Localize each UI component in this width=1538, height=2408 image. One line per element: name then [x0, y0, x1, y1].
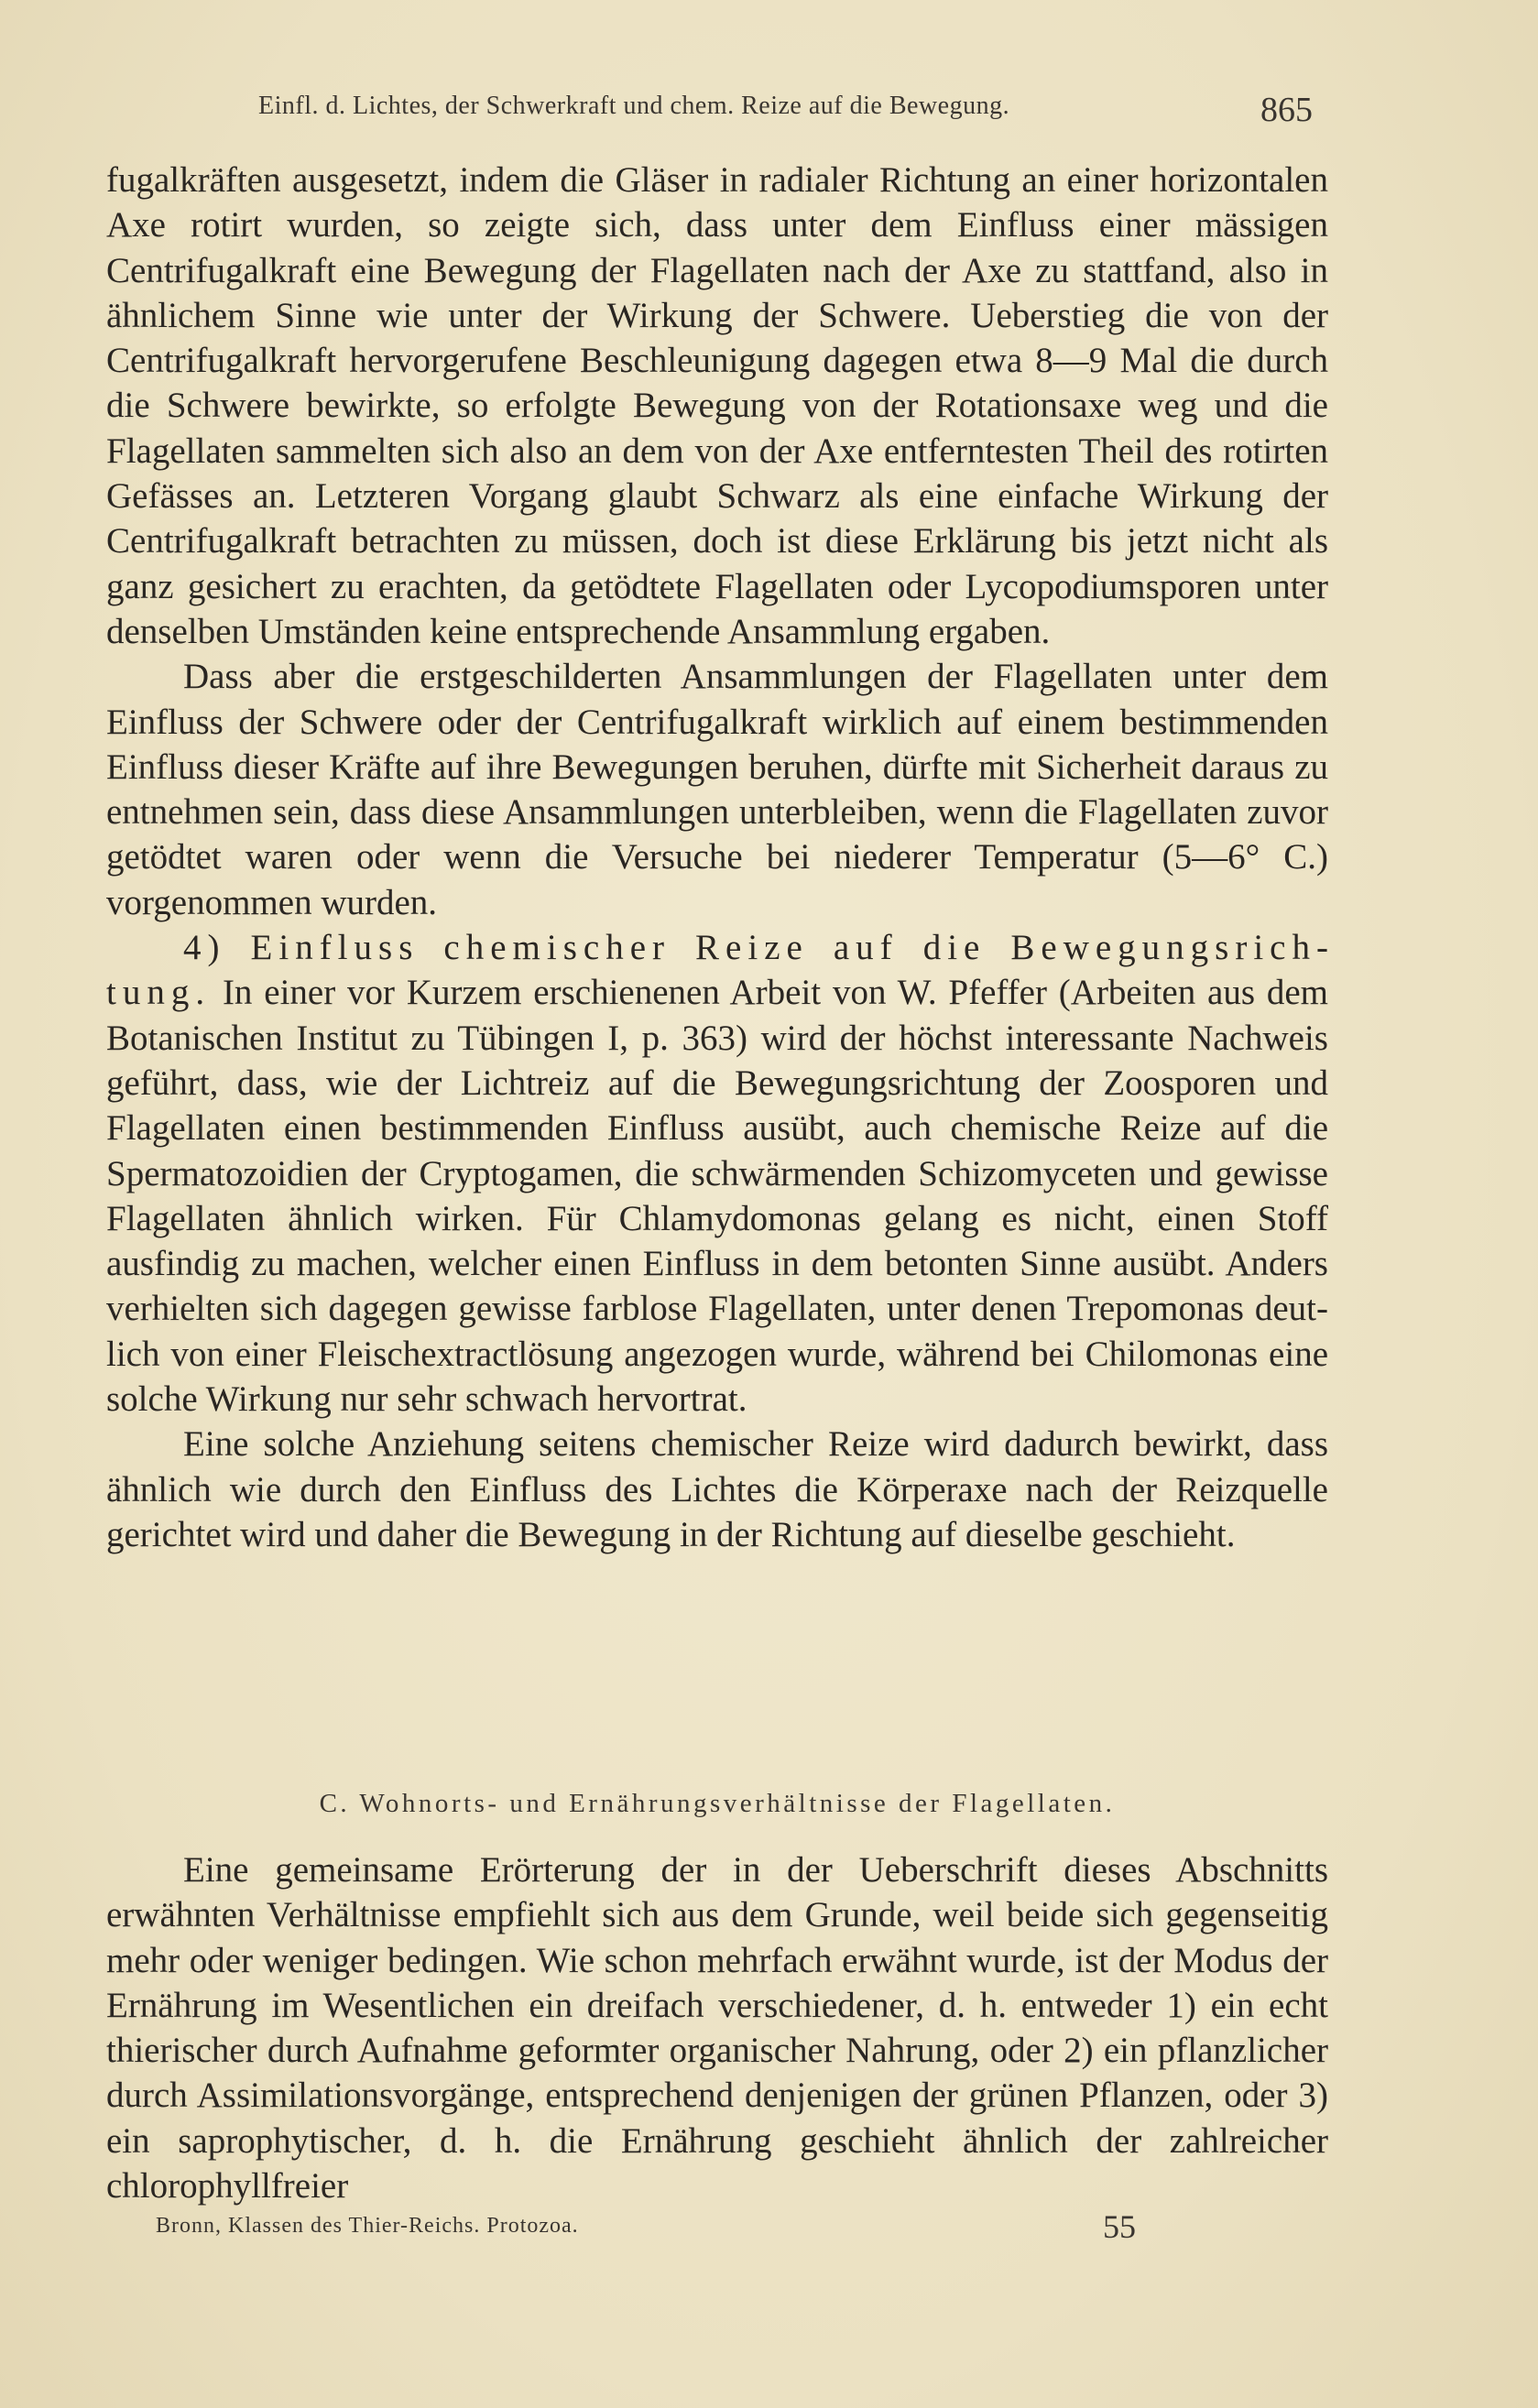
subsection-body: In einer vor Kurzem erschienenen Arbeit von W. Pfeffer (Arbeiten aus dem Botanischen Institut zu Tübingen I, p. 363) wird der höchst interessante Nachweis geführt, dass, wie der Lichtreiz auf die Bewegungsrichtung der Zoosporen und Flagellaten einen bestimmenden Einfluss ausübt, auch chemische Reize auf die Spermatozoidien der Cryptogamen, die schwärmenden Schizomyceten und gewisse Flagellaten ähnlich wirken. Für Chlamydomonas gelang es nicht, einen Stoff ausfindig zu machen, welcher einen Einfluss in dem betonten Sinne ausübt. Anders verhielten sich dagegen gewisse farblose Flagellaten, unter denen Trepomonas deutlich von einer Fleischextractlösung angezogen wurde, während bei Chilomonas eine solche Wirkung nur sehr schwach hervortrat. — [106, 973, 1329, 1420]
subsection-heading: 4) Einfluss chemischer Reize auf die Bewegungsrichtung. — [106, 928, 1328, 1013]
paragraph-continuation: fugalkräften ausgesetzt, indem die Gläser in radialer Richtung an einer horizontalen Axe rotirt wurden, so zeigte sich, dass unter dem Einfluss einer mässigen Centrifugalkraft eine Bewegung der Flagellaten nach der Axe zu stattfand, also in ähnlichem Sinne wie unter der Wirkung der Schwere. Ueberstieg die von der Centrifugalkraft hervorgerufene Beschleunigung dagegen etwa 8—9 Mal die durch die Schwere bewirkte, so erfolgte Bewegung von der Rotationsaxe weg und die Flagellaten sammelten sich also an dem von der Axe entferntesten Theil des rotirten Gefässes an. Letzteren Vorgang glaubt Schwarz als eine einfache Wirkung der Centrifugalkraft betrachten zu müssen, doch ist diese Erklärung bis jetzt nicht als ganz gesichert zu erachten, da getödtete Flagellaten oder Lycopodiumsporen unter denselben Umständen keine entsprechende Ansammlung ergaben. — [106, 160, 1328, 651]
page-number: 865 — [1260, 91, 1313, 129]
paragraph-gravity-evidence: Dass aber die erstgeschilderten Ansammlungen der Flagellaten unter dem Einfluss der Schwere oder der Centrifugalkraft wirklich auf einem bestimmenden Einfluss dieser Kräfte auf ihre Bewegungen beruhen, dürfte mit Sicherheit daraus zu entnehmen sein, dass diese Ansammlungen unterbleiben, wenn die Flagellaten zuvor getödtet waren oder wenn die Versuche bei niederer Temperatur (5—6° C.) vorgenommen wurden. — [106, 657, 1328, 922]
running-head: Einfl. d. Lichtes, der Schwerkraft und chem. Reize auf die Bewegung. — [258, 92, 1010, 120]
paragraph-attraction-mechanism: Eine solche Anziehung seitens chemischer Reize wird dadurch bewirkt, dass ähnlich wie durch den Einfluss des Lichtes die Körperaxe nach der Reizquelle gerichtet wird und daher die Bewegung in der Richtung auf dieselbe geschieht. — [106, 1424, 1328, 1554]
main-text — [106, 158, 1328, 1557]
footer-signature: 55 — [1103, 2208, 1136, 2245]
section-heading: C. Wohnorts- und Ernährungsverhältnisse der Flagellaten. — [319, 1789, 1116, 1818]
paragraph-nutrition: Eine gemeinsame Erörterung der in der Ueberschrift dieses Abschnitts erwähnten Verhältnisse empfiehlt sich aus dem Grunde, weil beide sich gegenseitig mehr oder weniger bedingen. Wie schon mehrfach erwähnt wurde, ist der Modus der Ernährung im Wesentlichen ein dreifach verschiedener, d. h. entweder 1) ein echt thierischer durch Aufnahme geformter organischer Nahrung, oder 2) ein pflanzlicher durch Assimilationsvorgänge, entsprechend denjenigen der grünen Pflanzen, oder 3) ein saprophytischer, d. h. die Ernährung geschieht ähnlich der zahlreicher chlorophyllfreier — [106, 1850, 1328, 2206]
section-text — [106, 1847, 1328, 2208]
footer-source: Bronn, Klassen des Thier-Reichs. Protozoa. — [156, 2214, 579, 2238]
paragraph-chemical-stimuli — [106, 925, 1328, 1422]
